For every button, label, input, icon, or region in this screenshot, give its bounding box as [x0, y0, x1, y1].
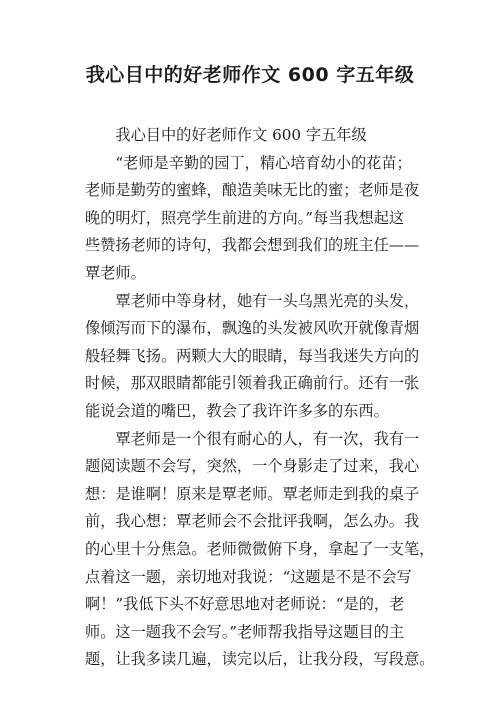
text-line: 覃老师中等身材，她有一头乌黑光亮的头发，: [85, 291, 420, 310]
text-line: 点着这一题，亲切地对我说：“这题是不是不会写: [85, 567, 412, 586]
text-line: 啊！”我低下头不好意思地对老师说：“是的，老: [85, 595, 405, 614]
text-line: 老师是勤劳的蜜蜂，酿造美味无比的蜜；老师是夜: [85, 181, 420, 200]
text-line: 些赞扬老师的诗句，我都会想到我们的班主任——: [85, 236, 420, 255]
text-line: 时候，那双眼睛都能引领着我正确前行。还有一张: [85, 374, 420, 393]
text-line: 覃老师。: [85, 263, 146, 282]
document-title: 我心目中的好老师作文 600 字五年级: [85, 64, 415, 86]
text-line: 题阅读题不会写，突然，一个身影走了过来，我心: [85, 457, 420, 476]
text-line: 晚的明灯，照亮学生前进的方向。”每当我想起这: [85, 208, 405, 227]
text-line: 想：是谁啊！原来是覃老师。覃老师走到我的桌子: [85, 484, 420, 503]
text-line: “老师是辛勤的园丁，精心培育幼小的花苗；: [85, 153, 412, 172]
text-line: 能说会道的嘴巴，教会了我许许多多的东西。: [85, 401, 389, 420]
text-line: 的心里十分焦急。老师微微俯下身，拿起了一支笔，: [85, 539, 435, 558]
text-line: 题，让我多读几遍，读完以后，让我分段，写段意。: [85, 650, 435, 669]
text-line: 像倾泻而下的瀑布，飘逸的头发被风吹开就像青烟: [85, 319, 420, 338]
text-line: 师。这一题我不会写。”老师帮我指导这题目的主: [85, 622, 405, 641]
text-line: 我心目中的好老师作文 600 字五年级: [85, 126, 367, 144]
text-line: 般轻舞飞扬。两颗大大的眼睛，每当我迷失方向的: [85, 346, 420, 365]
document-body: [85, 122, 435, 674]
text-line: 覃老师是一个很有耐心的人，有一次，我有一: [85, 429, 420, 448]
text-line: 前，我心想：覃老师会不会批评我啊，怎么办。我: [85, 512, 420, 531]
